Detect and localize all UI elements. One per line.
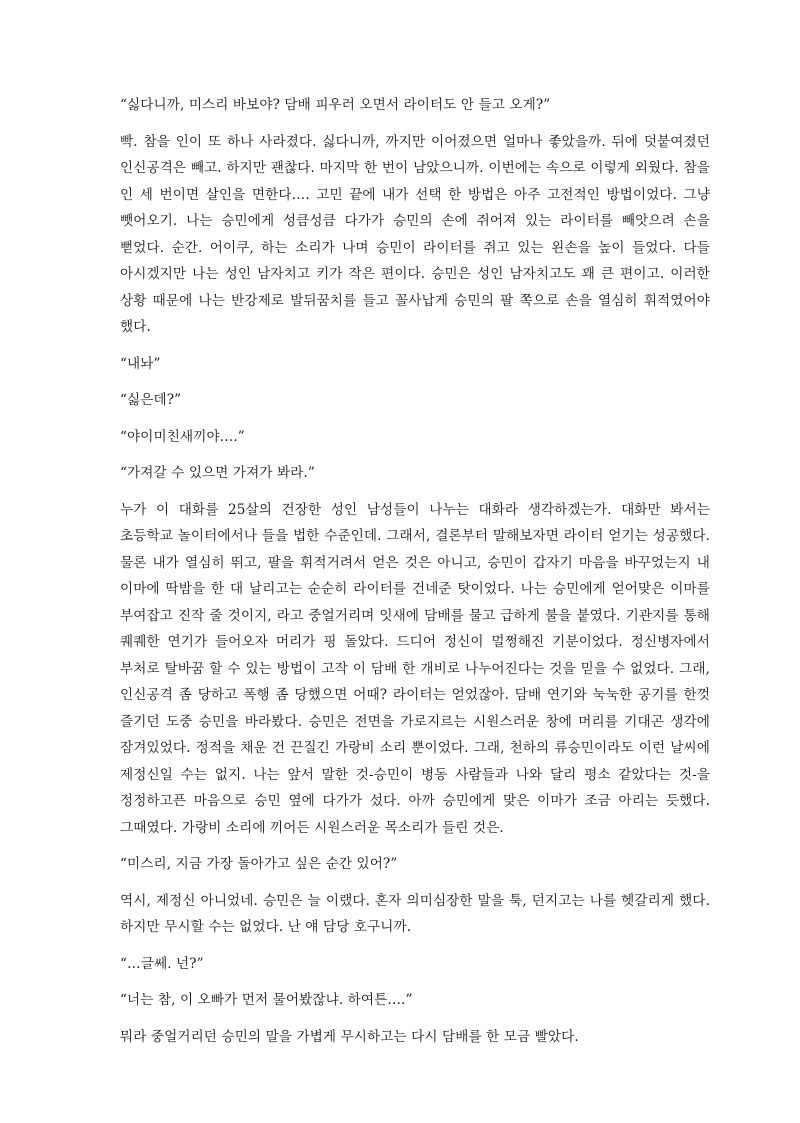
- narration-paragraph: 빡. 참을 인이 또 하나 사라졌다. 싫다니까, 까지만 이어졌으면 얼마나 좋았을까. 뒤에 덧붙여졌던 인신공격은 빼고. 하지만 괜찮다. 마지막 한 번이 남았으니까. 이번에는 속으로 이렇게 외웠다. 참을 인 세 번이면 살인을 면한다…. 고민 끝에 내가 선택 한 방법은 아주 고전적인 방법이었다. 그냥 뺏어오기. 나는 승민에게 성큼성큼 다가가 승민의 손에 쥐어져 있는 라이터를 빼앗으려 손을 뻗었다. 순간. 어이쿠, 하는 소리가 나며 승민이 라이터를 쥐고 있는 왼손을 높이 들었다. 다들 아시겠지만 나는 성인 남자치고 키가 작은 편이다. 승민은 성인 남자치고도 꽤 큰 편이고. 이러한 상황 때문에 나는 반강제로 발뒤꿈치를 들고 꼴사납게 승민의 팔 쪽으로 손을 열심히 휘적였어야 했다.: [120, 133, 710, 335]
- dialogue-paragraph: “미스리, 지금 가장 돌아가고 싶은 순간 있어?”: [120, 856, 398, 872]
- narration-paragraph: 누가 이 대화를 25살의 건장한 성인 남성들이 나누는 대화라 생각하겠는가. 대화만 봐서는 초등학교 놀이터에서나 들을 법한 수준인데. 그래서, 결론부터 말해보자면 라이터 얻기는 성공했다. 물론 내가 열심히 뛰고, 팔을 휘적거려서 얻은 것은 아니고, 승민이 갑자기 마음을 바꾸었는지 내 이마에 딱밤을 한 대 날리고는 순순히 라이터를 건네준 탓이었다. 나는 승민에게 얻어맞은 이마를 부여잡고 진작 줄 것이지, 라고 중얼거리며 잇새에 담배를 물고 급하게 불을 붙였다. 기관지를 통해 퀘퀘한 연기가 들어오자 머리가 핑 돌았다. 드디어 정신이 멀쩡해진 기분이었다. 정신병자에서 부처로 탈바꿈 할 수 있는 방법이 고작 이 담배 한 개비로 나누어진다는 것을 믿을 수 없었다. 그래, 인신공격 좀 당하고 폭행 좀 당했으면 어때? 라이터는 얻었잖아. 담배 연기와 눅눅한 공기를 한껏 즐기던 도중 승민을 바라봤다. 승민은 전면을 가로지르는 시원스러운 창에 머리를 기대곤 생각에 잠겨있었다. 정적을 채운 건 끈질긴 가랑비 소리 뿐이었다. 그래, 천하의 류승민이라도 이런 날씨에 제정신일 수는 없지. 나는 앞서 말한 것-승민이 병동 사람들과 나와 달리 평소 같았다는 것-을 정정하고픈 마음으로 승민 옆에 다가가 섰다. 아까 승민에게 맞은 이마가 조금 아리는 듯했다. 그때였다. 가랑비 소리에 끼어든 시원스러운 목소리가 들린 것은.: [120, 501, 710, 836]
- narration-paragraph: 뭐라 중얼거리던 승민의 말을 가볍게 무시하고는 다시 담배를 한 모금 빨았다.: [120, 1028, 579, 1045]
- document-page: [120, 92, 710, 1060]
- dialogue-paragraph: “야이미친새끼야….”: [120, 428, 245, 445]
- dialogue-paragraph: “싫은데?”: [120, 392, 182, 408]
- dialogue-paragraph: “너는 참, 이 오빠가 먼저 물어봤잖냐. 하여튼….”: [120, 992, 413, 1008]
- dialogue-paragraph: “싫다니까, 미스리 바보야? 담배 피우러 오면서 라이터도 안 들고 오게?”: [120, 97, 551, 113]
- narration-paragraph: 역시, 제정신 아니었네. 승민은 늘 이랬다. 혼자 의미심장한 말을 툭, 던지고는 나를 헷갈리게 했다. 하지만 무시할 수는 없었다. 난 얘 담당 호구니까.: [120, 892, 710, 935]
- dialogue-paragraph: “내놔”: [120, 355, 161, 372]
- dialogue-paragraph: “…글쎄. 넌?”: [120, 955, 204, 972]
- dialogue-paragraph: “가져갈 수 있으면 가져가 봐라.”: [120, 465, 315, 481]
